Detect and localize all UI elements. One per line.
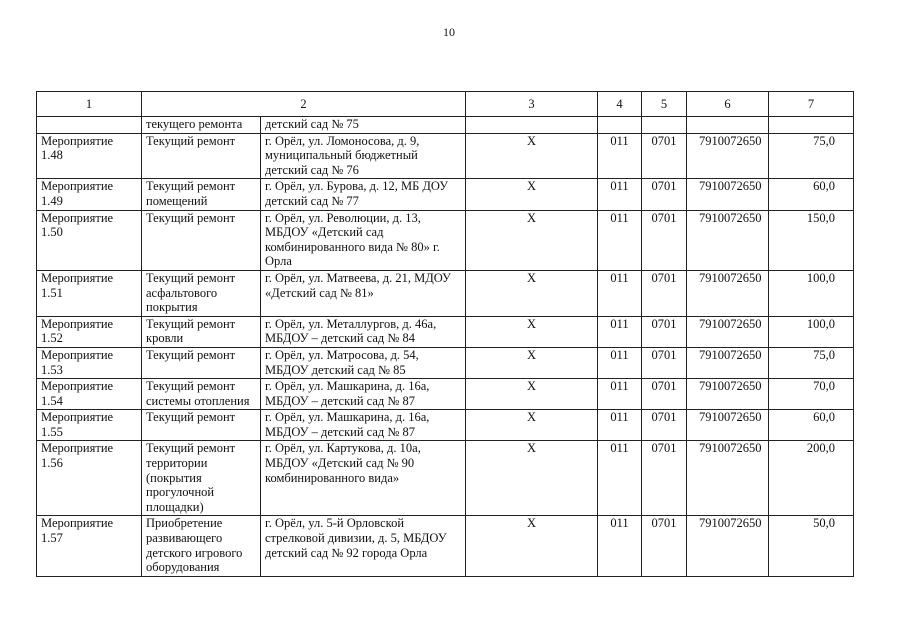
cell-col6: 7910072650	[687, 410, 769, 441]
table-row	[37, 316, 854, 347]
cell-address: г. Орёл, ул. Машкарина, д. 16а, МБДОУ – детский сад № 87	[261, 379, 466, 410]
header-cell: 3	[466, 92, 598, 117]
table-row	[37, 347, 854, 378]
cell-name: Мероприятие 1.52	[37, 316, 142, 347]
cell-col5: 0701	[642, 347, 687, 378]
cell-col3: Х	[466, 316, 598, 347]
cell-col4: 011	[598, 133, 642, 179]
table-row	[37, 133, 854, 179]
cell-col6: 7910072650	[687, 210, 769, 270]
cell-work: Приобретение развивающего детского игрового оборудования	[142, 516, 261, 576]
cell-col4: 011	[598, 316, 642, 347]
cell-col4: 011	[598, 270, 642, 316]
cell-empty	[687, 117, 769, 134]
cell-col3: Х	[466, 270, 598, 316]
cell-address: г. Орёл, ул. Металлургов, д. 46а, МБДОУ – детский сад № 84	[261, 316, 466, 347]
cell-name: Мероприятие 1.54	[37, 379, 142, 410]
cell-col5: 0701	[642, 441, 687, 516]
cell-col4: 011	[598, 410, 642, 441]
cell-name: Мероприятие 1.53	[37, 347, 142, 378]
budget-table	[36, 91, 854, 577]
cell-col7: 75,0	[769, 133, 854, 179]
cell-col6: 7910072650	[687, 316, 769, 347]
cell-col4: 011	[598, 179, 642, 210]
cell-work: Текущий ремонт системы отопления	[142, 379, 261, 410]
cell-col4: 011	[598, 210, 642, 270]
cell-col7: 70,0	[769, 379, 854, 410]
cell-col6: 7910072650	[687, 347, 769, 378]
cell-work: Текущий ремонт помещений	[142, 179, 261, 210]
cell-name: Мероприятие 1.50	[37, 210, 142, 270]
header-cell: 6	[687, 92, 769, 117]
cell-col7: 75,0	[769, 347, 854, 378]
table-row	[37, 210, 854, 270]
cell-col4: 011	[598, 379, 642, 410]
cell-col7: 50,0	[769, 516, 854, 576]
cell-name: Мероприятие 1.56	[37, 441, 142, 516]
cell-col5: 0701	[642, 516, 687, 576]
cell-col5: 0701	[642, 133, 687, 179]
cell-col3: Х	[466, 410, 598, 441]
page-number: 10	[443, 25, 455, 39]
cell-name: Мероприятие 1.49	[37, 179, 142, 210]
cell-work: Текущий ремонт асфальтового покрытия	[142, 270, 261, 316]
cell-col3: Х	[466, 516, 598, 576]
cell-work: Текущий ремонт кровли	[142, 316, 261, 347]
cell-address: г. Орёл, ул. Машкарина, д. 16а, МБДОУ – детский сад № 87	[261, 410, 466, 441]
cell-col7: 100,0	[769, 316, 854, 347]
cell-col3: Х	[466, 441, 598, 516]
header-cell: 1	[37, 92, 142, 117]
table-row	[37, 270, 854, 316]
table-header-row	[37, 92, 854, 117]
cell-col6: 7910072650	[687, 516, 769, 576]
cell-work: Текущий ремонт территории (покрытия прогулочной площадки)	[142, 441, 261, 516]
cell-col5: 0701	[642, 410, 687, 441]
cell-work: Текущий ремонт	[142, 133, 261, 179]
cell-col5: 0701	[642, 179, 687, 210]
table-row	[37, 179, 854, 210]
cell-address: г. Орёл, ул. 5-й Орловской стрелковой дивизии, д. 5, МБДОУ детский сад № 92 города Орла	[261, 516, 466, 576]
cell-name: Мероприятие 1.57	[37, 516, 142, 576]
header-cell: 4	[598, 92, 642, 117]
cell-address: г. Орёл, ул. Бурова, д. 12, МБ ДОУ детский сад № 77	[261, 179, 466, 210]
cell-address: г. Орёл, ул. Матросова, д. 54, МБДОУ детский сад № 85	[261, 347, 466, 378]
header-cell: 2	[142, 92, 466, 117]
cell-col7: 200,0	[769, 441, 854, 516]
cell-name: Мероприятие 1.51	[37, 270, 142, 316]
table-row	[37, 516, 854, 576]
cell-col6: 7910072650	[687, 379, 769, 410]
cell-name: Мероприятие 1.55	[37, 410, 142, 441]
cell-address: г. Орёл, ул. Ломоносова, д. 9, муниципальный бюджетный детский сад № 76	[261, 133, 466, 179]
cell-work: Текущий ремонт	[142, 347, 261, 378]
cell-work: текущего ремонта	[142, 117, 261, 134]
cell-work: Текущий ремонт	[142, 210, 261, 270]
cell-empty	[466, 117, 598, 134]
table-row	[37, 410, 854, 441]
cell-col7: 60,0	[769, 410, 854, 441]
cell-col7: 150,0	[769, 210, 854, 270]
cell-col6: 7910072650	[687, 133, 769, 179]
cell-col6: 7910072650	[687, 179, 769, 210]
cell-col4: 011	[598, 516, 642, 576]
cell-col4: 011	[598, 347, 642, 378]
cell-col3: Х	[466, 179, 598, 210]
cell-empty	[642, 117, 687, 134]
cell-col3: Х	[466, 133, 598, 179]
cell-col5: 0701	[642, 316, 687, 347]
cell-col3: Х	[466, 210, 598, 270]
cell-col6: 7910072650	[687, 270, 769, 316]
cell-col3: Х	[466, 379, 598, 410]
cell-address: г. Орёл, ул. Картукова, д. 10а, МБДОУ «Детский сад № 90 комбинированного вида»	[261, 441, 466, 516]
table-row	[37, 379, 854, 410]
cell-address: г. Орёл, ул. Революции, д. 13, МБДОУ «Детский сад комбинированного вида № 80» г. Орла	[261, 210, 466, 270]
cell-address: г. Орёл, ул. Матвеева, д. 21, МДОУ «Детский сад № 81»	[261, 270, 466, 316]
cell-col6: 7910072650	[687, 441, 769, 516]
cell-address: детский сад № 75	[261, 117, 466, 134]
cell-col5: 0701	[642, 379, 687, 410]
cell-col7: 100,0	[769, 270, 854, 316]
cell-col4: 011	[598, 441, 642, 516]
cell-name	[37, 117, 142, 134]
header-cell: 5	[642, 92, 687, 117]
cell-col3: Х	[466, 347, 598, 378]
cell-empty	[769, 117, 854, 134]
table-row	[37, 441, 854, 516]
continuation-row	[37, 117, 854, 134]
cell-col5: 0701	[642, 210, 687, 270]
cell-col7: 60,0	[769, 179, 854, 210]
header-cell: 7	[769, 92, 854, 117]
cell-name: Мероприятие 1.48	[37, 133, 142, 179]
cell-empty	[598, 117, 642, 134]
table-body	[37, 133, 854, 576]
cell-col5: 0701	[642, 270, 687, 316]
cell-work: Текущий ремонт	[142, 410, 261, 441]
